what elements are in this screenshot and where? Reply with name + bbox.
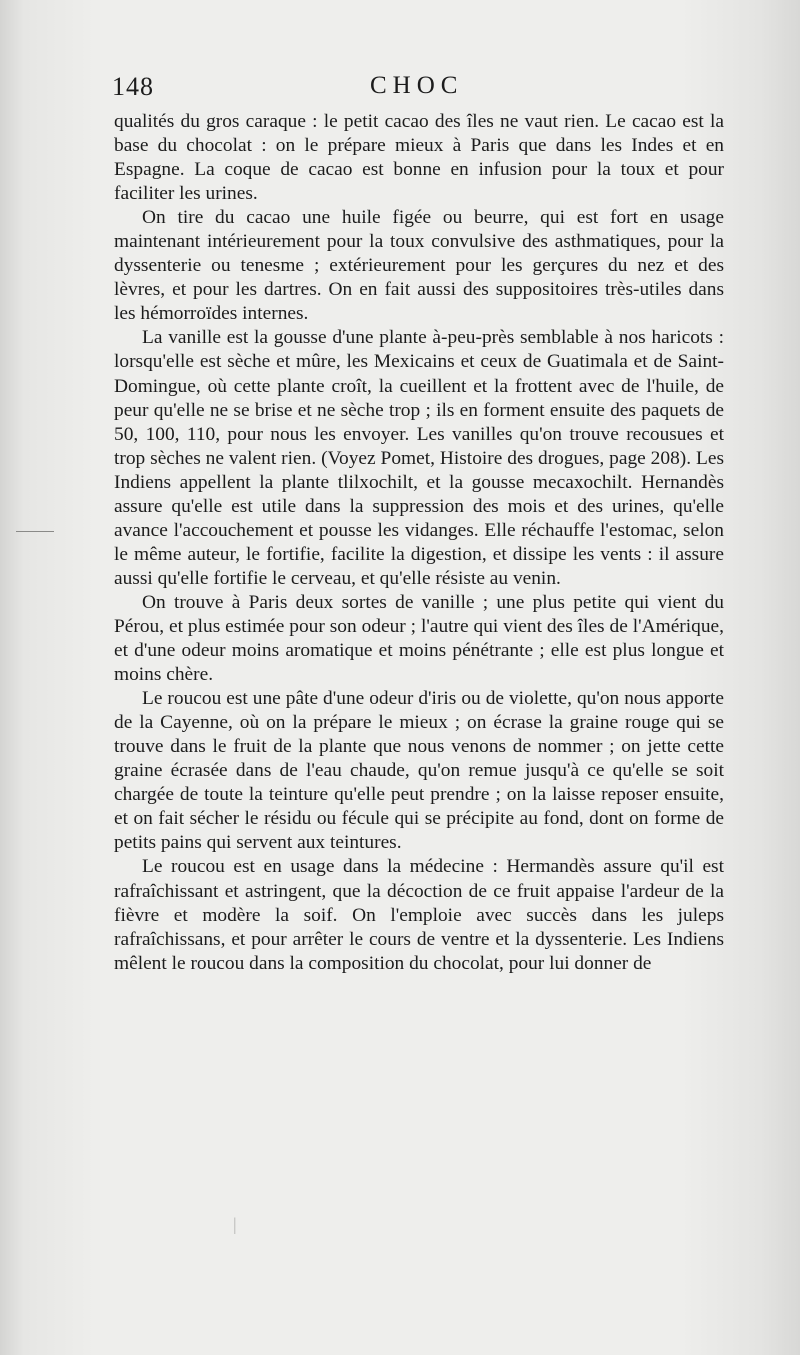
paragraph-vanilla: La vanille est la gousse d'une plante à-peu-près semblable à nos haricots : lorsqu'elle est sèche et mûre, les Mexicains et ceux de Guatimala et de Saint-Domingue, où cette plante croît, la cueillent et la frottent avec de l'huile, de peur qu'elle ne se brise et ne sèche trop ; ils en forment ensuite des paquets de 50, 100, 110, pour nous les envoyer. Les vanilles qu'on trouve recousues et trop sèches ne valent rien. (Voyez Pomet, Histoire des drogues, page 208). Les Indiens appellent la plante tlilxochilt, et la gousse mecaxochilt. Hernandès assure qu'elle est utile dans la suppression des mois et des urines, qu'elle avance l'accouchement et pousse les vidanges. Elle réchauffe l'estomac, selon le même auteur, le fortifie, facilite la digestion, et dissipe les vents : il assure aussi qu'elle fortifie le cerveau, et qu'elle résiste au venin. bbox=[114, 327, 724, 589]
bleed-through-mark: | bbox=[233, 1214, 237, 1234]
paragraph-roucou: Le roucou est une pâte d'une odeur d'iris ou de violette, qu'on nous apporte de la Cayenne, où on la prépare le mieux ; on écrase la graine rouge qui se trouve dans le fruit de la plante que nous venons de nommer ; on jette cette graine écrasée dans de l'eau chaude, qu'on remue jusqu'à ce qu'elle se soit chargée de toute la teinture qu'elle peut prendre ; on la laisse reposer ensuite, et on fait sécher le résidu ou fécule qui se précipite au fond, dont on forme de petits pains qui servent aux teintures. bbox=[114, 688, 724, 854]
running-head: CHOC bbox=[370, 72, 464, 99]
paragraph-cacao-butter: On tire du cacao une huile figée ou beurre, qui est fort en usage maintenant intérieurement pour la toux convulsive des asthmatiques, pour la dyssenterie ou tenesme ; extérieurement pour les gerçures du nez et des lèvres, et pour les dartres. On en fait aussi des suppositoires très-utiles dans les hémorroïdes internes. bbox=[114, 207, 724, 325]
paragraph-roucou-medicine: Le roucou est en usage dans la médecine : Hermandès assure qu'il est rafraîchissant et astringent, que la décoction de ce fruit appaise l'ardeur de la fièvre et modère la soif. On l'emploie avec succès dans les juleps rafraîchissans, et pour arrêter le cours de ventre et la dyssenterie. Les Indiens mêlent le roucou dans la composition du chocolat, pour lui donner de bbox=[114, 856, 724, 974]
paragraph-cacao-qualities: qualités du gros caraque : le petit cacao des îles ne vaut rien. Le cacao est la base du chocolat : on le prépare mieux à Paris que dans les Indes et en Espagne. La coque de cacao est bonne en infusion pour la toux et pour faciliter les urines. bbox=[114, 111, 724, 205]
body-text bbox=[114, 110, 724, 976]
page-number: 148 bbox=[112, 72, 154, 101]
margin-mark bbox=[16, 531, 54, 532]
page-header bbox=[112, 72, 724, 104]
paragraph-vanilla-sorts: On trouve à Paris deux sortes de vanille ; une plus petite qui vient du Pérou, et plus estimée pour son odeur ; l'autre qui vient des îles de l'Amérique, et d'une odeur moins aromatique et moins pénétrante ; elle est plus longue et moins chère. bbox=[114, 591, 724, 686]
